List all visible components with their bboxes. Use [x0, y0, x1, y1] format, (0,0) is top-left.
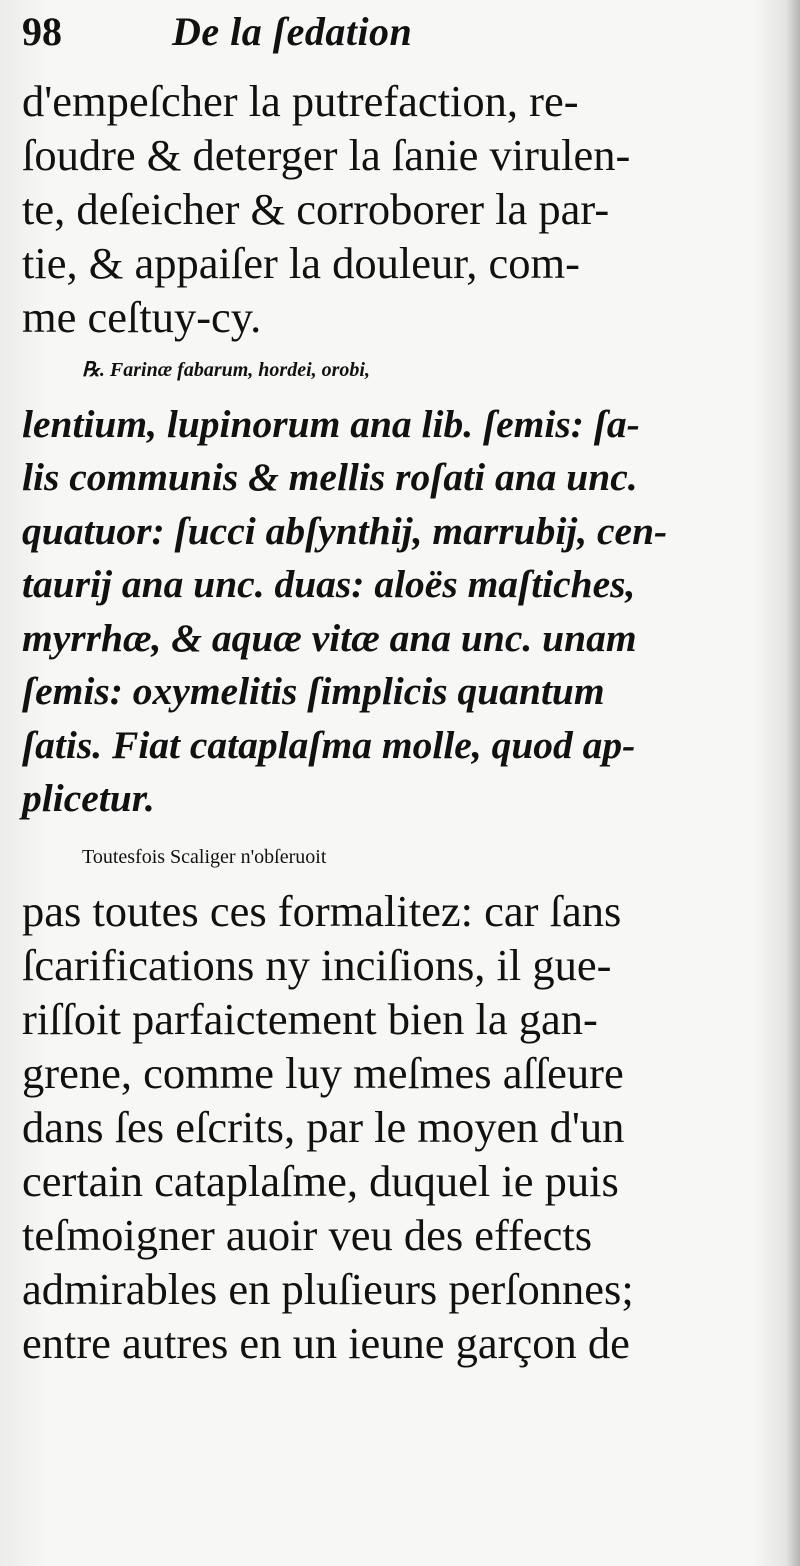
- text-line: entre autres en un ieune garçon de: [22, 1317, 630, 1368]
- paragraph-scaliger: [22, 830, 756, 1370]
- running-title: De la ſedation: [172, 9, 413, 54]
- page-spine-shadow: [786, 0, 800, 1566]
- recipe-line: taurij ana unc. duas: aloës maſtiches,: [22, 562, 636, 606]
- recipe-line: ſatis. Fiat cataplaſma molle, quod ap-: [22, 722, 636, 767]
- recipe-line: ſemis: oxymelitis ſimplicis quantum: [22, 669, 605, 713]
- page-header: [22, 8, 756, 74]
- recipe-line: lentium, lupinorum ana lib. ſemis: ſa-: [22, 401, 640, 446]
- text-line: ſoudre & deterger la ſanie virulen-: [22, 130, 631, 180]
- text-line: me ceſtuy-cy.: [22, 292, 262, 342]
- text-line: certain cataplaſme, duquel ie puis: [22, 1155, 619, 1206]
- recipe-line: plicetur.: [22, 776, 155, 820]
- text-line: teſmoigner auoir veu des effects: [22, 1209, 593, 1260]
- text-line: riſſoit parfaictement bien la gan-: [22, 993, 598, 1044]
- text-line: d'empeſcher la putrefaction, re-: [22, 76, 579, 126]
- text-line: ſcarifications ny inciſions, il gue-: [22, 939, 612, 990]
- recipe-line: lis communis & mellis roſati ana unc.: [22, 455, 638, 499]
- paragraph-continuation: [22, 74, 756, 344]
- text-line: dans ſes eſcrits, par le moyen d'un: [22, 1101, 625, 1152]
- recipe-line: myrrhæ, & aquæ vitæ ana unc. unam: [22, 615, 637, 660]
- text-line: Toutesfois Scaliger n'obſeruoit: [82, 845, 327, 868]
- text-line: grene, comme luy meſmes aſſeure: [22, 1047, 624, 1098]
- latin-recipe: [22, 344, 756, 826]
- text-line: admirables en pluſieurs perſonnes;: [22, 1263, 634, 1314]
- recipe-line: quatuor: ſucci abſynthij, marrubij, cen-: [22, 508, 668, 553]
- text-line: pas toutes ces formalitez: car ſans: [22, 885, 622, 936]
- text-line: te, deſeicher & corroborer la par-: [22, 184, 610, 234]
- text-line: tie, & appaiſer la douleur, com-: [22, 238, 580, 288]
- recipe-line: ℞. Farinæ fabarum, hordei, orobi,: [82, 359, 370, 381]
- page-number: 98: [22, 9, 62, 54]
